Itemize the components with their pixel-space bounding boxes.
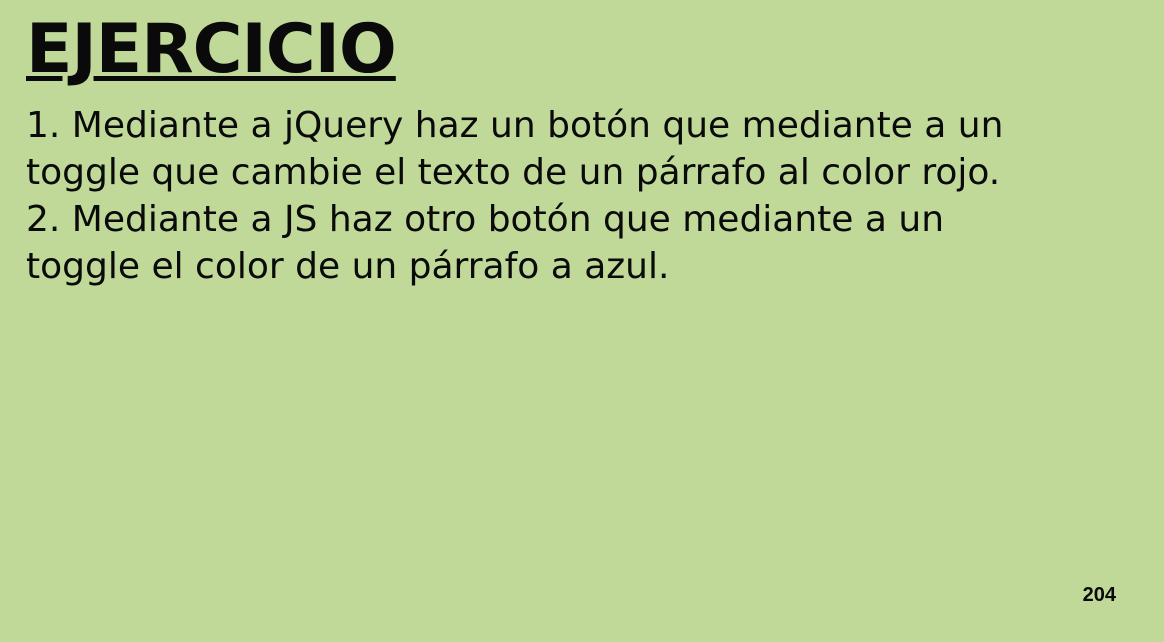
instruction-line: toggle que cambie el texto de un párrafo al color rojo. [26,152,1001,193]
instruction-line: 1. Mediante a jQuery haz un botón que mediante a un [26,105,1004,146]
page-number: 204 [1082,584,1116,606]
instruction-line: toggle el color de un párrafo a azul. [26,246,670,287]
slide-title: EJERCICIO [26,10,396,89]
instruction-line: 2. Mediante a JS haz otro botón que mediante a un [26,199,945,240]
exercise-instructions [26,102,1146,290]
